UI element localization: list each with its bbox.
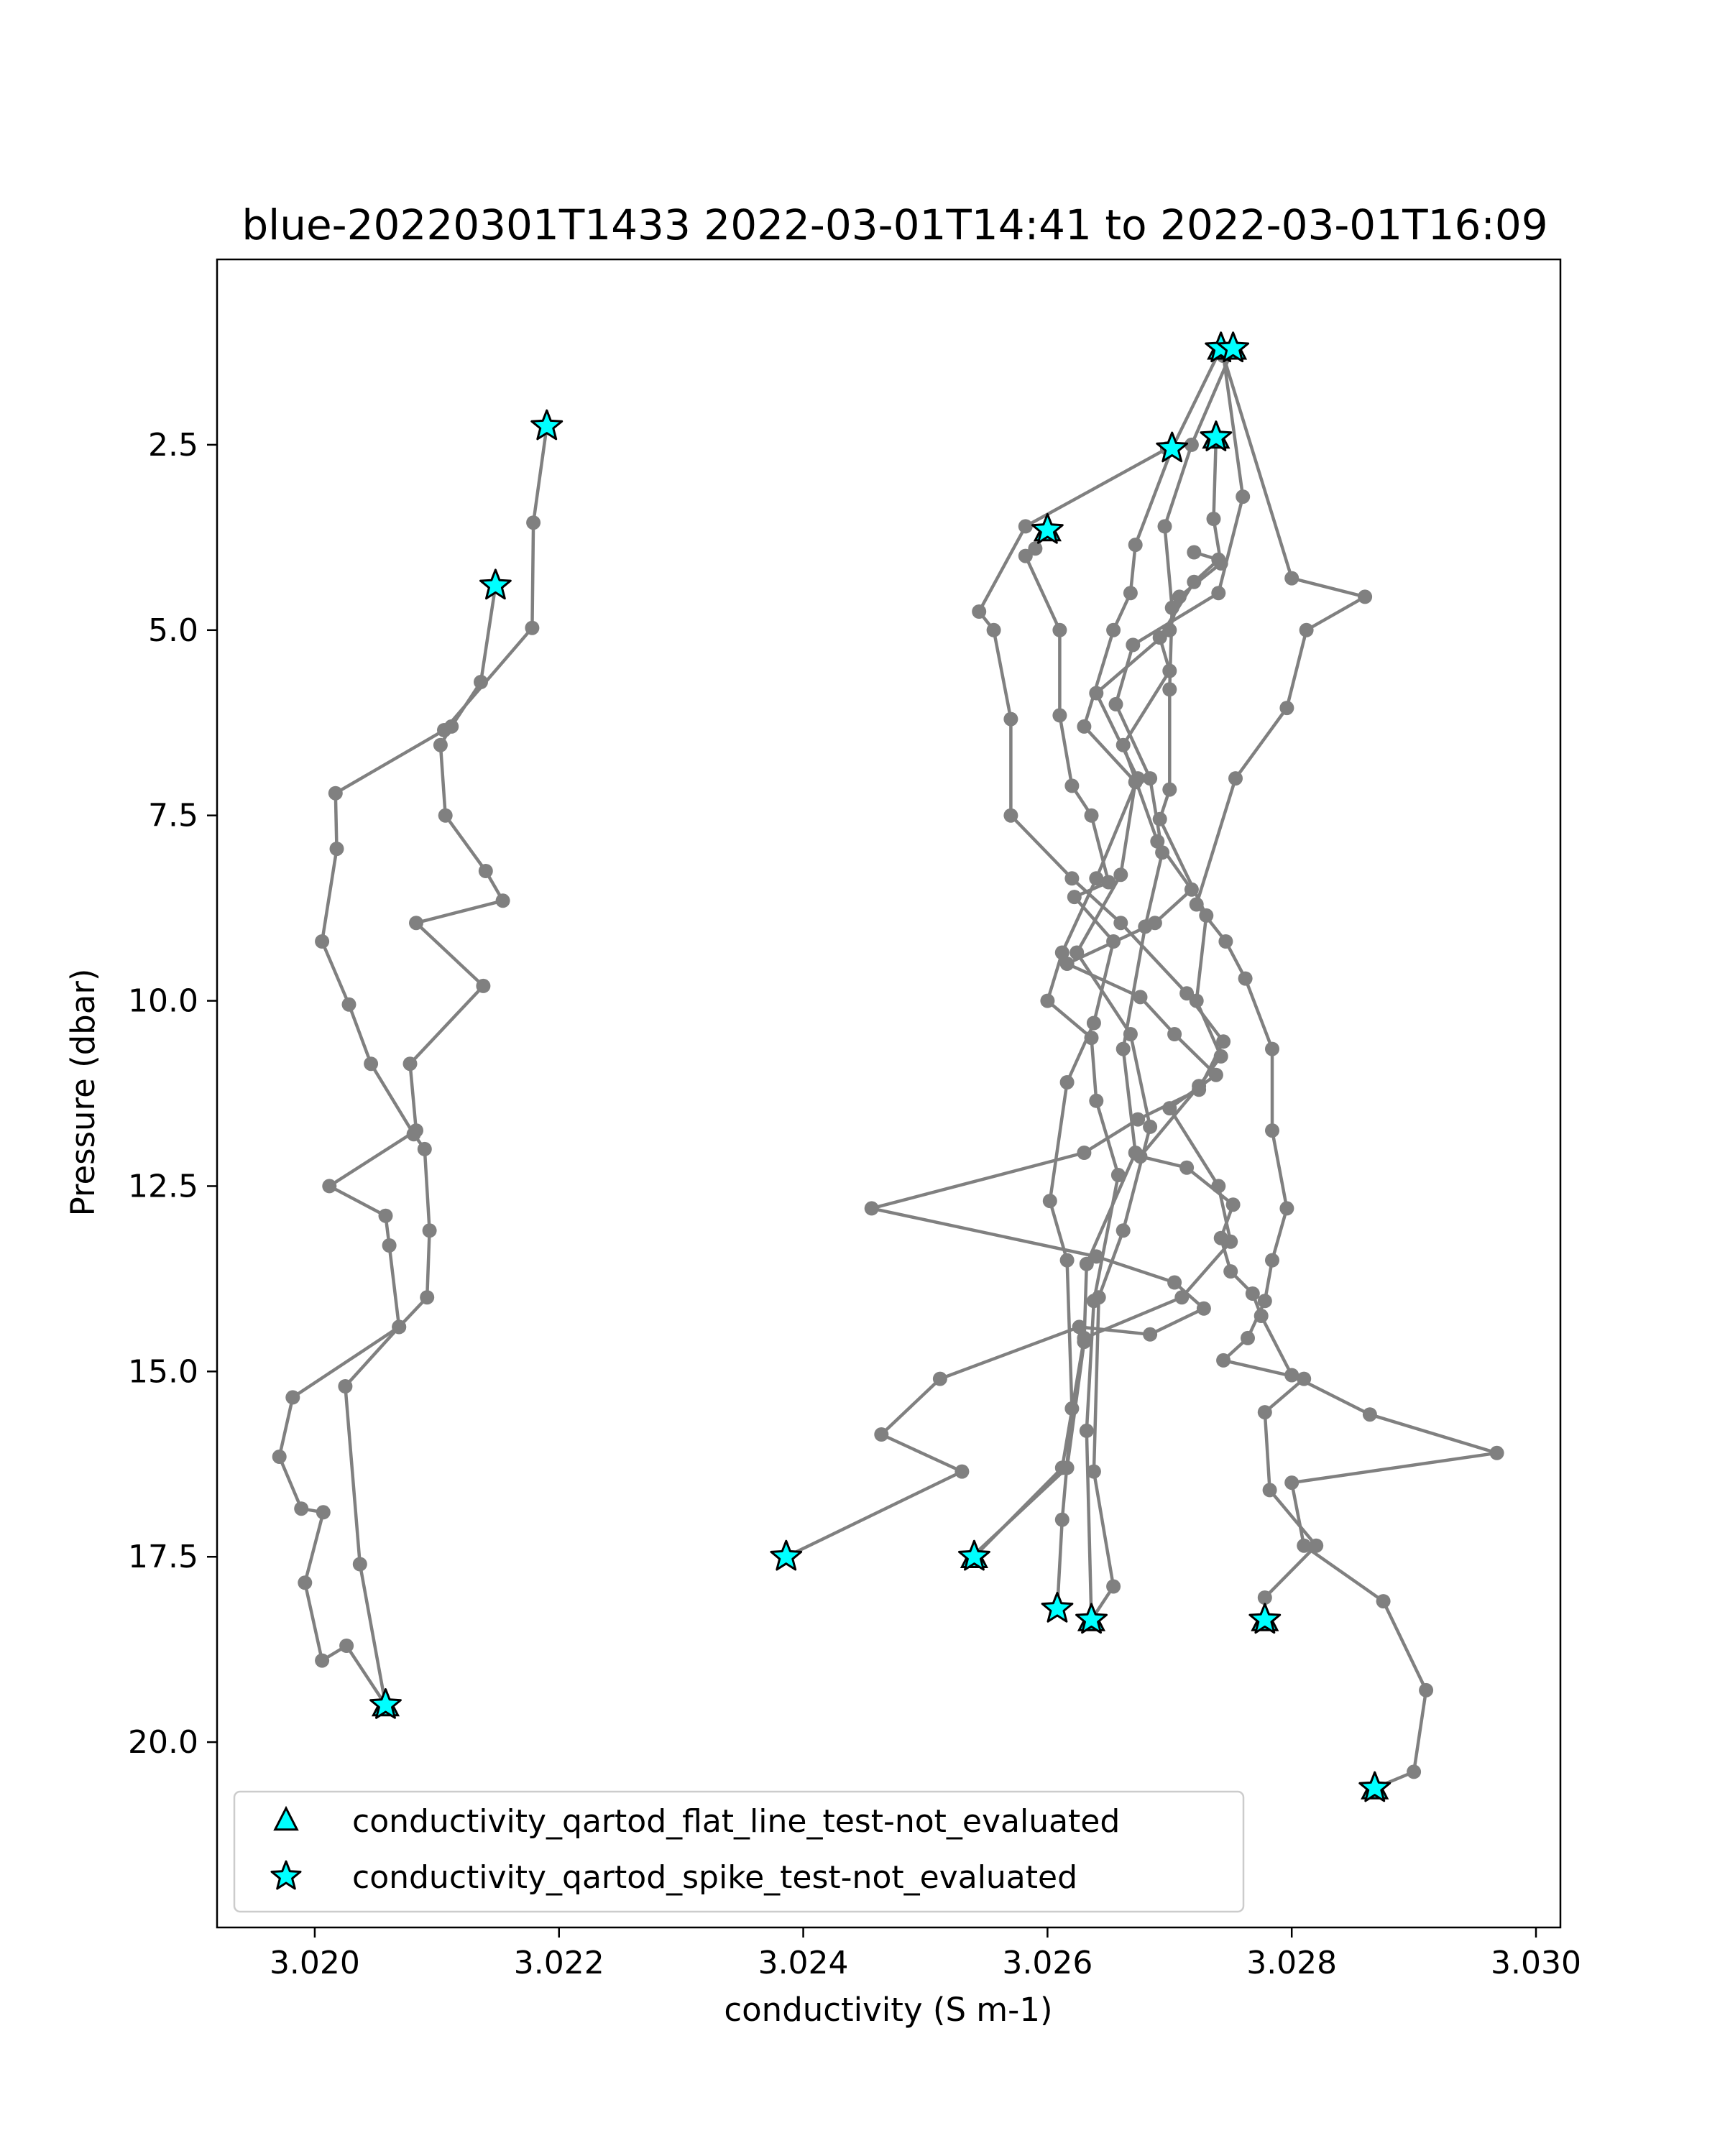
data-point bbox=[479, 864, 493, 878]
legend-label: conductivity_qartod_flat_line_test-not_evaluated bbox=[352, 1803, 1121, 1840]
data-point bbox=[1279, 1201, 1294, 1215]
y-tick-label: 10.0 bbox=[128, 982, 198, 1020]
x-tick-label: 3.026 bbox=[1002, 1945, 1093, 1981]
data-point bbox=[1003, 712, 1018, 727]
data-point bbox=[496, 893, 510, 908]
data-point bbox=[338, 1379, 352, 1393]
data-point bbox=[1109, 697, 1123, 711]
data-point bbox=[1258, 1590, 1272, 1605]
data-point bbox=[322, 1179, 336, 1193]
data-point bbox=[1162, 682, 1177, 696]
data-point bbox=[1060, 1253, 1075, 1268]
x-tick-label: 3.020 bbox=[269, 1945, 360, 1981]
data-point bbox=[382, 1238, 397, 1253]
data-point bbox=[1087, 1294, 1101, 1308]
data-point bbox=[1263, 1483, 1277, 1497]
data-point bbox=[1060, 957, 1075, 971]
data-point bbox=[1055, 1513, 1070, 1527]
data-point bbox=[1190, 898, 1204, 912]
data-point bbox=[330, 842, 344, 856]
x-tick-label: 3.024 bbox=[758, 1945, 849, 1981]
data-point bbox=[1060, 1075, 1075, 1089]
data-point bbox=[1089, 1094, 1103, 1108]
data-point bbox=[1407, 1764, 1421, 1779]
data-point bbox=[1067, 890, 1082, 904]
data-point bbox=[1246, 1286, 1260, 1301]
data-point bbox=[1143, 1120, 1157, 1134]
data-point bbox=[294, 1501, 308, 1516]
data-point bbox=[409, 916, 423, 930]
data-point bbox=[1179, 1161, 1194, 1175]
data-point bbox=[1223, 1235, 1238, 1249]
data-point bbox=[1363, 1407, 1377, 1422]
data-point bbox=[1131, 1112, 1145, 1127]
data-point bbox=[1064, 778, 1079, 793]
data-point bbox=[525, 621, 539, 635]
data-point bbox=[1089, 871, 1103, 885]
data-point bbox=[987, 623, 1001, 637]
data-point bbox=[1003, 808, 1018, 823]
data-point bbox=[1162, 664, 1177, 678]
y-tick-label: 12.5 bbox=[128, 1168, 198, 1205]
data-point bbox=[342, 998, 356, 1012]
data-point bbox=[1153, 630, 1167, 645]
data-point bbox=[1209, 1068, 1223, 1082]
data-point bbox=[1143, 1327, 1157, 1342]
x-tick-label: 3.028 bbox=[1246, 1945, 1338, 1981]
data-point bbox=[1265, 1123, 1279, 1138]
data-point bbox=[1216, 1034, 1230, 1049]
data-point bbox=[1043, 1194, 1057, 1208]
data-point bbox=[954, 1465, 969, 1479]
data-point bbox=[1258, 1294, 1272, 1308]
data-point bbox=[1258, 1405, 1272, 1419]
data-point bbox=[1241, 1331, 1255, 1345]
data-point bbox=[444, 719, 459, 734]
data-point bbox=[379, 1209, 393, 1223]
data-point bbox=[1226, 1197, 1241, 1212]
data-point bbox=[972, 604, 986, 619]
data-point bbox=[1128, 538, 1143, 552]
data-point bbox=[933, 1372, 947, 1386]
data-point bbox=[1187, 545, 1201, 560]
y-tick-label: 5.0 bbox=[148, 612, 198, 649]
data-point bbox=[1490, 1446, 1504, 1460]
data-point bbox=[272, 1450, 287, 1464]
data-point bbox=[1284, 1475, 1299, 1490]
x-tick-label: 3.030 bbox=[1491, 1945, 1582, 1981]
data-point bbox=[1085, 808, 1099, 823]
data-point bbox=[1113, 867, 1128, 882]
data-point bbox=[403, 1056, 418, 1071]
data-point bbox=[315, 934, 329, 949]
data-point bbox=[1089, 686, 1103, 701]
y-tick-label: 7.5 bbox=[148, 797, 198, 834]
data-point bbox=[474, 675, 488, 689]
data-point bbox=[526, 515, 540, 530]
data-point bbox=[1419, 1683, 1433, 1697]
data-point bbox=[1150, 834, 1164, 849]
data-point bbox=[1238, 972, 1253, 986]
data-point bbox=[1055, 1460, 1070, 1475]
data-point bbox=[1162, 783, 1177, 797]
data-point bbox=[1174, 1290, 1189, 1304]
data-point bbox=[392, 1319, 406, 1334]
data-point bbox=[1133, 990, 1148, 1004]
data-point bbox=[438, 808, 453, 823]
data-point bbox=[1148, 916, 1162, 930]
data-point bbox=[1223, 1264, 1238, 1279]
data-point bbox=[1089, 1249, 1103, 1263]
data-point bbox=[1064, 871, 1079, 885]
data-point bbox=[364, 1056, 378, 1071]
data-point bbox=[1116, 738, 1131, 752]
data-point bbox=[1101, 875, 1116, 890]
data-point bbox=[1167, 1027, 1182, 1041]
data-point bbox=[285, 1390, 300, 1404]
data-point bbox=[420, 1290, 434, 1304]
y-tick-label: 2.5 bbox=[148, 426, 198, 464]
legend bbox=[234, 1792, 1243, 1912]
data-point bbox=[1167, 1276, 1182, 1290]
data-point bbox=[1216, 1353, 1230, 1368]
chart-title: blue-20220301T1433 2022-03-01T14:41 to 2022-03-01T16:09 bbox=[242, 201, 1548, 249]
data-point bbox=[1179, 986, 1194, 1000]
data-point bbox=[1187, 575, 1201, 589]
data-point bbox=[339, 1639, 354, 1653]
data-point bbox=[1113, 916, 1128, 930]
data-point bbox=[1080, 1424, 1094, 1438]
data-point bbox=[1376, 1594, 1391, 1608]
data-point bbox=[315, 1654, 329, 1668]
data-point bbox=[1309, 1539, 1323, 1553]
data-point bbox=[1207, 512, 1221, 526]
data-point bbox=[1087, 1016, 1101, 1031]
data-point bbox=[1158, 519, 1172, 533]
data-point bbox=[298, 1575, 312, 1590]
data-point bbox=[418, 1142, 432, 1156]
legend-label: conductivity_qartod_spike_test-not_evaluated bbox=[352, 1859, 1078, 1896]
data-point bbox=[1300, 623, 1314, 637]
data-point bbox=[433, 738, 448, 752]
data-point bbox=[1162, 1101, 1177, 1115]
data-point bbox=[1126, 637, 1140, 652]
data-point bbox=[409, 1123, 423, 1138]
data-point bbox=[1265, 1042, 1279, 1056]
data-point bbox=[1116, 1223, 1131, 1238]
data-point bbox=[1297, 1372, 1311, 1386]
data-point bbox=[1211, 586, 1225, 600]
data-point bbox=[1197, 1302, 1211, 1316]
data-point bbox=[1218, 934, 1233, 949]
data-point bbox=[1123, 586, 1138, 600]
data-point bbox=[1106, 1580, 1121, 1594]
x-axis-label: conductivity (S m-1) bbox=[724, 1991, 1053, 2029]
data-point bbox=[1040, 994, 1054, 1008]
y-axis-label: Pressure (dbar) bbox=[64, 968, 102, 1217]
x-tick-label: 3.022 bbox=[513, 1945, 604, 1981]
data-point bbox=[1077, 719, 1091, 734]
y-tick-label: 15.0 bbox=[128, 1353, 198, 1391]
data-point bbox=[1279, 701, 1294, 715]
data-point bbox=[1128, 1146, 1143, 1160]
data-point bbox=[1077, 1146, 1091, 1160]
data-point bbox=[423, 1223, 437, 1238]
data-point bbox=[1358, 589, 1372, 604]
data-point bbox=[1077, 1331, 1091, 1345]
data-point bbox=[865, 1201, 879, 1215]
data-point bbox=[1052, 708, 1067, 722]
data-point bbox=[1284, 571, 1299, 586]
data-point bbox=[1018, 549, 1033, 563]
data-point bbox=[874, 1427, 888, 1442]
data-point bbox=[1236, 489, 1250, 504]
data-point bbox=[353, 1557, 367, 1572]
data-point bbox=[1211, 1179, 1225, 1193]
data-point bbox=[1265, 1253, 1279, 1268]
data-point bbox=[1184, 883, 1199, 897]
y-tick-label: 20.0 bbox=[128, 1724, 198, 1761]
data-point bbox=[1228, 771, 1243, 786]
data-point bbox=[476, 979, 490, 993]
data-point bbox=[328, 786, 343, 801]
data-point bbox=[1143, 771, 1157, 786]
data-point bbox=[1116, 1042, 1131, 1056]
data-point bbox=[1106, 623, 1121, 637]
data-point bbox=[1211, 553, 1225, 567]
data-point bbox=[1018, 519, 1033, 533]
data-point bbox=[1052, 623, 1067, 637]
y-tick-label: 17.5 bbox=[128, 1539, 198, 1576]
data-point bbox=[316, 1505, 331, 1519]
